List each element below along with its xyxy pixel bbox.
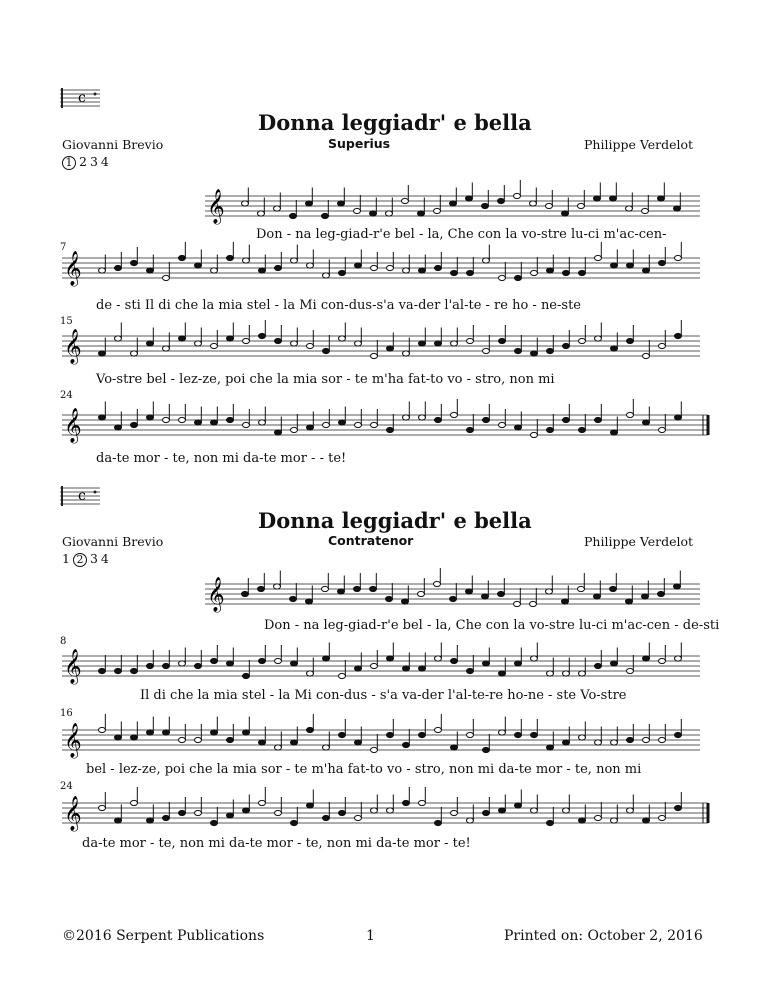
part-number: 2 xyxy=(79,154,87,169)
part-number-highlighted: 1 xyxy=(62,156,76,170)
svg-text:c: c xyxy=(78,488,86,504)
svg-text:𝄞: 𝄞 xyxy=(207,577,225,612)
print-date: Printed on: October 2, 2016 xyxy=(504,928,703,944)
composer: Philippe Verdelot xyxy=(584,534,694,549)
part-number: 1 xyxy=(62,551,70,566)
svg-text:𝄞: 𝄞 xyxy=(64,723,82,758)
svg-text:c: c xyxy=(78,90,86,106)
voice-name: Superius xyxy=(328,136,391,151)
poet: Giovanni Brevio xyxy=(62,534,164,549)
svg-text:𝄞: 𝄞 xyxy=(207,189,225,224)
lyrics-line: Il di che la mia stel - la Mi con-dus - s'a va-der l'al-te-re ho-ne - ste Vo-stre xyxy=(140,688,627,703)
measure-number: 15 xyxy=(60,316,73,327)
svg-text:𝄞: 𝄞 xyxy=(64,408,82,443)
measure-number: 7 xyxy=(60,242,67,253)
svg-text:𝄞: 𝄞 xyxy=(64,329,82,364)
lyrics-line: Don - na leg-giad-r'e bel - la, Che con la vo-stre lu-ci m'ac-cen- xyxy=(256,227,667,242)
part-number-highlighted: 2 xyxy=(73,553,87,567)
part-numbers xyxy=(62,154,112,170)
lyrics-line: Vo-stre bel - lez-ze, poi che la mia sor - te m'ha fat-to vo - stro, non mi xyxy=(96,372,555,387)
measure-number: 8 xyxy=(60,636,67,647)
svg-text:𝄞: 𝄞 xyxy=(64,649,82,684)
svg-text:𝄞: 𝄞 xyxy=(64,251,82,286)
lyrics-line: da-te mor - te, non mi da-te mor - - te! xyxy=(96,451,347,466)
copyright: ©2016 Serpent Publications xyxy=(62,928,265,944)
svg-text:𝄞: 𝄞 xyxy=(64,796,82,831)
part-number: 4 xyxy=(100,154,109,169)
lyrics-line: da-te mor - te, non mi da-te mor - te, non mi da-te mor - te! xyxy=(82,836,471,851)
piece-title: Donna leggiadr' e bella xyxy=(258,110,532,135)
part-number: 4 xyxy=(100,551,109,566)
piece-title: Donna leggiadr' e bella xyxy=(258,508,532,533)
part-number: 3 xyxy=(89,154,98,169)
lyrics-line: bel - lez-ze, poi che la mia sor - te m'ha fat-to vo - stro, non mi da-te mor - te, non mi xyxy=(86,762,642,777)
part-number: 3 xyxy=(89,551,98,566)
lyrics-line: de - sti Il di che la mia stel - la Mi con-dus-s'a va-der l'al-te - re ho - ne-ste xyxy=(96,298,581,313)
page-number: 1 xyxy=(366,928,375,944)
composer: Philippe Verdelot xyxy=(584,137,694,152)
voice-name: Contratenor xyxy=(328,533,414,548)
measure-number: 24 xyxy=(60,781,73,792)
part-numbers xyxy=(62,551,112,567)
measure-number: 16 xyxy=(60,708,73,719)
poet: Giovanni Brevio xyxy=(62,137,164,152)
lyrics-line: Don - na leg-giad-r'e bel - la, Che con la vo-stre lu-ci m'ac-cen - de-sti xyxy=(264,618,720,633)
measure-number: 24 xyxy=(60,390,73,401)
